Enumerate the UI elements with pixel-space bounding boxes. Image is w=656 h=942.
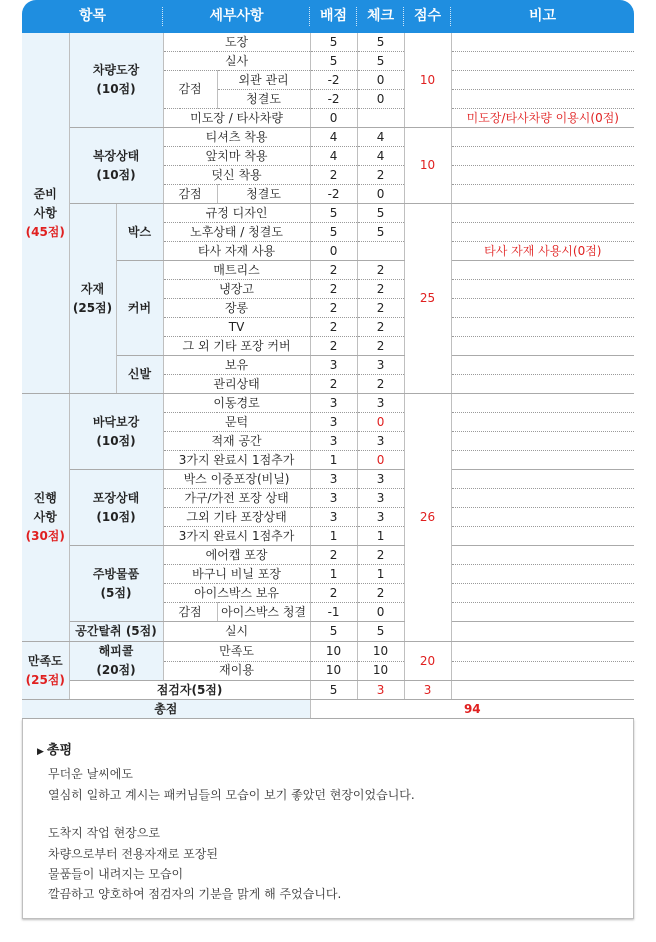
total-value: 94	[310, 700, 634, 719]
group-shoes: 신발	[116, 356, 163, 394]
score-cell: 5	[310, 52, 357, 71]
item-cell: 장롱	[163, 299, 310, 318]
inspector-result: 3	[404, 681, 451, 700]
note-cell	[451, 90, 634, 109]
score-cell: 10	[310, 642, 357, 662]
score-cell: 4	[310, 147, 357, 166]
group-box: 박스	[116, 204, 163, 261]
subtotal-happy: 20	[404, 642, 451, 681]
group-points: (10점)	[96, 509, 136, 524]
check-cell: 0	[357, 185, 404, 204]
table-row	[22, 622, 634, 642]
deduct-label: 감점	[163, 603, 217, 622]
group-happy	[69, 642, 163, 681]
check-cell: 0	[357, 603, 404, 622]
score-cell: 2	[310, 337, 357, 356]
table-row	[22, 546, 634, 565]
deduct-label: 감점	[163, 71, 217, 109]
total-label: 총점	[22, 700, 310, 719]
group-label: 복장상태	[92, 148, 140, 163]
score-cell: 3	[310, 470, 357, 489]
score-cell: 3	[310, 394, 357, 413]
score-cell: -2	[310, 185, 357, 204]
score-cell: 10	[310, 661, 357, 681]
item-cell: 그 외 기타 포장 커버	[163, 337, 310, 356]
check-cell: 0	[357, 413, 404, 432]
note-cell	[451, 642, 634, 662]
table-row	[22, 470, 634, 489]
score-cell: 2	[310, 261, 357, 280]
section-label: 사항	[33, 510, 57, 524]
check-cell: 10	[357, 661, 404, 681]
check-cell: 3	[357, 489, 404, 508]
item-cell: 3가지 완료시 1점추가	[163, 451, 310, 470]
item-cell: TV	[163, 318, 310, 337]
score-cell: 5	[310, 223, 357, 242]
check-cell: 3	[357, 508, 404, 527]
item-cell: 실사	[163, 52, 310, 71]
item-cell: 도장	[163, 33, 310, 52]
score-cell: 3	[310, 356, 357, 375]
header-detail: 세부사항	[163, 0, 310, 33]
table-row	[22, 33, 634, 52]
group-label: 차량도장	[92, 63, 140, 77]
item-cell: 실시	[163, 622, 310, 642]
note-cell	[451, 394, 634, 413]
note-cell	[451, 166, 634, 185]
score-cell: 5	[310, 622, 357, 642]
note-cell: 미도장/타사차량 이용시(0점)	[451, 109, 634, 128]
group-attire	[69, 128, 163, 204]
group-material	[69, 204, 116, 394]
section-points: (45점)	[25, 224, 65, 239]
check-cell: 5	[357, 52, 404, 71]
section-label: 진행	[33, 491, 57, 505]
check-cell: 2	[357, 318, 404, 337]
item-cell: 청결도	[217, 90, 310, 109]
deduct-label: 감점	[163, 185, 217, 204]
section-prep	[22, 33, 69, 394]
group-vehicle	[69, 33, 163, 128]
summary-line: 차량으로부터 전용자재로 포장된	[48, 847, 218, 861]
note-cell	[451, 337, 634, 356]
group-label: 주방물품	[92, 566, 140, 581]
note-cell	[451, 432, 634, 451]
note-cell	[451, 508, 634, 527]
group-points: (10점)	[96, 167, 136, 182]
check-cell: 1	[357, 527, 404, 546]
note-cell	[451, 147, 634, 166]
score-cell: 0	[310, 109, 357, 128]
header-score: 배점	[310, 0, 357, 33]
group-points: (20점)	[96, 663, 136, 677]
score-cell: -2	[310, 90, 357, 109]
item-cell: 재이용	[163, 661, 310, 681]
note-cell	[451, 681, 634, 700]
score-cell: 2	[310, 546, 357, 565]
summary-line: 깔끔하고 양호하여 점검자의 기분을 맑게 해 주었습니다.	[48, 887, 342, 901]
group-points: (25점)	[72, 300, 113, 315]
check-cell: 2	[357, 546, 404, 565]
triangle-icon: ▶	[37, 747, 44, 757]
item-cell: 박스 이중포장(비닐)	[163, 470, 310, 489]
item-cell: 가구/가전 포장 상태	[163, 489, 310, 508]
note-cell	[451, 33, 634, 52]
note-cell	[451, 223, 634, 242]
item-cell: 미도장 / 타사차량	[163, 109, 310, 128]
item-cell: 바구니 비닐 포장	[163, 565, 310, 584]
note-cell	[451, 52, 634, 71]
note-cell	[451, 489, 634, 508]
evaluation-sheet	[22, 0, 634, 719]
check-cell: 1	[357, 565, 404, 584]
note-cell	[451, 661, 634, 681]
check-cell: 10	[357, 642, 404, 662]
evaluation-table	[22, 0, 634, 719]
check-cell: 3	[357, 470, 404, 489]
item-cell: 이동경로	[163, 394, 310, 413]
note-cell	[451, 470, 634, 489]
summary-title-text: 총평	[46, 743, 73, 758]
item-cell: 문턱	[163, 413, 310, 432]
score-cell: 1	[310, 451, 357, 470]
score-cell: 4	[310, 128, 357, 147]
check-cell: 0	[357, 451, 404, 470]
item-cell: 관리상태	[163, 375, 310, 394]
note-cell	[451, 527, 634, 546]
item-cell: 아이스박스 청결	[217, 603, 310, 622]
item-cell: 외관 관리	[217, 71, 310, 90]
item-cell: 매트리스	[163, 261, 310, 280]
section-label: 준비	[33, 186, 57, 201]
table-header	[22, 0, 634, 33]
subtotal-progress: 26	[404, 394, 451, 642]
section-points: (25점)	[25, 672, 65, 687]
group-points: (5점)	[100, 585, 132, 600]
item-cell: 적재 공간	[163, 432, 310, 451]
section-progress	[22, 394, 69, 642]
summary-line: 도착지 작업 현장으로	[48, 826, 160, 840]
score-cell: 5	[310, 204, 357, 223]
score-cell: 5	[310, 681, 357, 700]
subtotal-attire: 10	[404, 128, 451, 204]
check-cell: 3	[357, 356, 404, 375]
group-points: (10점)	[96, 82, 136, 96]
check-cell: 4	[357, 128, 404, 147]
header-points: 점수	[404, 0, 451, 33]
item-cell: 덧신 착용	[163, 166, 310, 185]
summary-line: 물품들이 내려지는 모습이	[48, 867, 184, 881]
check-cell	[357, 109, 404, 128]
check-cell: 4	[357, 147, 404, 166]
check-cell: 3	[357, 394, 404, 413]
group-floor	[69, 394, 163, 470]
check-cell	[357, 242, 404, 261]
header-item: 항목	[22, 0, 163, 33]
group-packing	[69, 470, 163, 546]
item-cell: 티셔츠 착용	[163, 128, 310, 147]
score-cell: 2	[310, 280, 357, 299]
note-cell	[451, 451, 634, 470]
group-label: 해피콜	[98, 644, 134, 658]
group-cover: 커버	[116, 261, 163, 356]
inspector-label: 점검자(5점)	[69, 681, 310, 700]
section-points: (30점)	[25, 529, 65, 543]
check-cell: 5	[357, 33, 404, 52]
table-row	[22, 642, 634, 662]
table-row	[22, 128, 634, 147]
check-cell: 2	[357, 261, 404, 280]
check-cell: 3	[357, 432, 404, 451]
summary-title	[37, 739, 72, 758]
score-cell: 2	[310, 584, 357, 603]
item-cell: 만족도	[163, 642, 310, 662]
header-check: 체크	[357, 0, 404, 33]
item-cell: 그외 기타 포장상태	[163, 508, 310, 527]
check-cell: 0	[357, 71, 404, 90]
note-cell	[451, 375, 634, 394]
section-label: 만족도	[27, 653, 63, 668]
score-cell: 2	[310, 299, 357, 318]
note-cell	[451, 622, 634, 642]
item-cell: 타사 자재 사용	[163, 242, 310, 261]
item-cell: 노후상태 / 청결도	[163, 223, 310, 242]
subtotal-material: 25	[404, 204, 451, 394]
subtotal-vehicle: 10	[404, 33, 451, 128]
score-cell: 2	[310, 375, 357, 394]
score-cell: 1	[310, 565, 357, 584]
table-row	[22, 681, 634, 700]
total-row	[22, 700, 634, 719]
score-cell: 2	[310, 318, 357, 337]
section-label: 사항	[33, 205, 57, 220]
item-cell: 아이스박스 보유	[163, 584, 310, 603]
score-cell: 3	[310, 489, 357, 508]
score-cell: 2	[310, 166, 357, 185]
note-cell	[451, 413, 634, 432]
score-cell: -1	[310, 603, 357, 622]
note-cell	[451, 565, 634, 584]
check-cell: 5	[357, 204, 404, 223]
note-cell	[451, 546, 634, 565]
score-cell: 1	[310, 527, 357, 546]
note-cell	[451, 71, 634, 90]
item-cell: 3가지 완료시 1점추가	[163, 527, 310, 546]
note-cell: 타사 자재 사용시(0점)	[451, 242, 634, 261]
check-cell: 2	[357, 375, 404, 394]
item-cell: 청결도	[217, 185, 310, 204]
note-cell	[451, 261, 634, 280]
note-cell	[451, 204, 634, 223]
summary-box	[22, 719, 634, 919]
note-cell	[451, 356, 634, 375]
group-label: 바닥보강	[92, 414, 140, 429]
note-cell	[451, 185, 634, 204]
score-cell: 3	[310, 508, 357, 527]
check-cell: 2	[357, 584, 404, 603]
note-cell	[451, 318, 634, 337]
summary-line: 무더운 날씨에도	[48, 767, 133, 781]
table-row	[22, 204, 634, 223]
score-cell: 5	[310, 33, 357, 52]
check-cell: 2	[357, 166, 404, 185]
table-row	[22, 394, 634, 413]
score-cell: 0	[310, 242, 357, 261]
summary-line: 열심히 일하고 계시는 패커님들의 모습이 보기 좋았던 현장이었습니다.	[48, 788, 415, 802]
check-cell: 5	[357, 622, 404, 642]
group-label: 자재	[80, 281, 105, 296]
item-cell: 보유	[163, 356, 310, 375]
check-cell: 2	[357, 280, 404, 299]
note-cell	[451, 299, 634, 318]
header-note: 비고	[529, 8, 557, 24]
score-cell: -2	[310, 71, 357, 90]
check-cell: 5	[357, 223, 404, 242]
note-cell	[451, 128, 634, 147]
check-cell: 2	[357, 337, 404, 356]
item-cell: 앞치마 착용	[163, 147, 310, 166]
check-cell: 2	[357, 299, 404, 318]
group-points: (10점)	[96, 433, 136, 448]
item-cell: 냉장고	[163, 280, 310, 299]
group-kitchen	[69, 546, 163, 622]
score-cell: 3	[310, 413, 357, 432]
item-cell: 에어캡 포장	[163, 546, 310, 565]
group-label: 포장상태	[92, 490, 140, 505]
note-cell	[451, 280, 634, 299]
score-cell: 3	[310, 432, 357, 451]
item-cell: 규정 디자인	[163, 204, 310, 223]
group-space: 공간탈취 (5점)	[69, 622, 163, 642]
check-cell: 3	[357, 681, 404, 700]
check-cell: 0	[357, 90, 404, 109]
note-cell	[451, 584, 634, 603]
note-cell	[451, 603, 634, 622]
section-satisfaction	[22, 642, 69, 700]
